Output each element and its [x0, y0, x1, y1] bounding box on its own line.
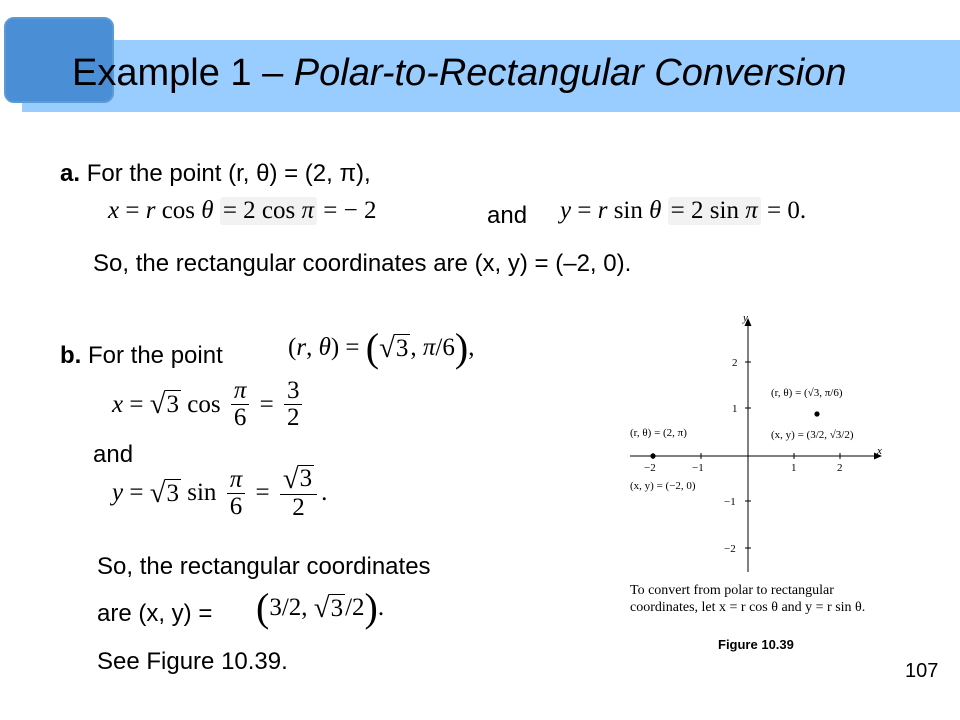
title-main: Example 1 –: [72, 52, 294, 94]
y-tick-label-2: 2: [732, 357, 738, 369]
part-a-intro: [60, 160, 371, 188]
x-tick-label-2: 2: [837, 462, 843, 474]
part-b-eq-x: x = √ 3 cos $\frac{\pi}{6}$ = $\frac{3}{2}$: [112, 378, 306, 432]
x-tick-label-neg1: −1: [692, 462, 704, 474]
title-italic: Polar-to-Rectangular Conversion: [293, 52, 847, 94]
part-b-eq-y: y = √ 3 sin $\frac{\pi}{6}$ = √ 3 2 .: [112, 463, 328, 522]
x-tick-label-neg2: −2: [644, 462, 656, 474]
part-a-eq-x: x = r cos θ = 2 cos π = − 2: [108, 197, 377, 224]
x-axis-label: x: [877, 445, 882, 457]
caption-line-1: To convert from polar to rectangular: [630, 583, 834, 598]
part-b-see-figure: See Figure 10.39.: [97, 648, 288, 675]
y-tick-label-1: 1: [732, 403, 738, 415]
figure-caption: [630, 582, 865, 616]
part-b-and: and: [93, 441, 134, 468]
figure-label: Figure 10.39: [718, 637, 794, 652]
polar-figure: [620, 310, 900, 580]
point-2-rect-label: (x, y) = (3/2, √3/2): [771, 429, 854, 441]
y-tick-label-neg1: −1: [724, 496, 736, 508]
part-b-conclusion-line2: are (x, y) =: [97, 600, 213, 627]
part-b-intro: [60, 342, 223, 370]
part-b-point-expr: ( r , θ ) = ( √ 3 , π /6 ) ,: [288, 325, 475, 370]
point-1-rect-label: (x, y) = (−2, 0): [630, 480, 696, 492]
y-axis-label: y: [743, 312, 748, 324]
caption-line-2: coordinates, let x = r cos θ and y = r sin θ.: [630, 600, 866, 615]
part-b-intro-text: For the point: [88, 342, 223, 369]
part-a-and: and: [487, 202, 528, 229]
y-tick-label-neg2: −2: [724, 543, 736, 555]
part-b-conclusion-line1: So, the rectangular coordinates: [97, 553, 431, 580]
point-2: [814, 411, 819, 416]
x-tick-label-1: 1: [791, 462, 797, 474]
page-number: 107: [905, 660, 939, 682]
part-a-label: a.: [60, 160, 81, 187]
part-b-label: b.: [60, 342, 82, 369]
point-1: [650, 453, 655, 458]
part-a-eq-y: y = r sin θ = 2 sin π = 0.: [560, 197, 807, 224]
part-a-conclusion: So, the rectangular coordinates are (x, y) = (–2, 0).: [93, 250, 632, 277]
part-a-intro-text: For the point (r, θ) = (2, π),: [86, 160, 371, 187]
point-2-polar-label: (r, θ) = (√3, π/6): [771, 387, 843, 399]
slide-title: [72, 52, 847, 95]
part-b-conclusion-expr: ( 3/2, √ 3 /2 ) .: [256, 585, 385, 630]
point-1-polar-label: (r, θ) = (2, π): [630, 427, 687, 439]
